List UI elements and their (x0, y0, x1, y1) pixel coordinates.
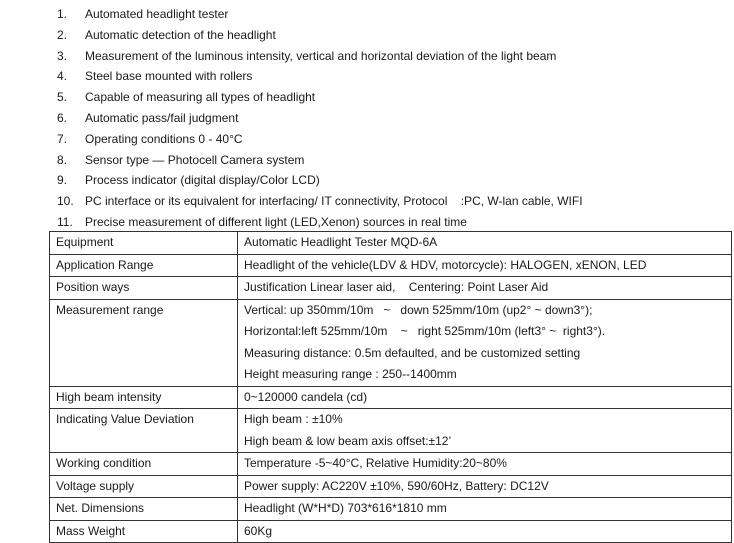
feature-text: Measurement of the luminous intensity, vertical and horizontal deviation of the light beam (85, 48, 557, 63)
feature-item (0, 25, 734, 46)
spec-value-line: Headlight of the vehicle(LDV & HDV, motorcycle): HALOGEN, xENON, LED (244, 257, 647, 272)
spec-label: Mass Weight (50, 520, 238, 543)
table-row (50, 475, 732, 498)
table-row (50, 232, 732, 255)
spec-value (238, 277, 732, 300)
feature-number: 1. (57, 7, 68, 21)
spec-value-line: Measuring distance: 0.5m defaulted, and be customized setting (244, 345, 581, 360)
feature-number: 7. (57, 131, 68, 146)
table-row (50, 453, 732, 476)
feature-number: 10. (57, 194, 74, 209)
feature-item (0, 46, 734, 67)
spec-label: Position ways (50, 277, 238, 300)
spec-value-line: Vertical: up 350mm/10m ~ down 525mm/10m (up2° ~ down3°); (244, 302, 593, 317)
spec-label: Measurement range (50, 299, 238, 386)
feature-item (0, 150, 734, 171)
feature-number: 4. (57, 69, 68, 84)
feature-text: Automatic detection of the headlight (85, 27, 276, 42)
feature-item (0, 4, 734, 25)
spec-value-line: Height measuring range : 250--1400mm (244, 367, 457, 381)
spec-value-line: High beam & low beam axis offset:±12’ (244, 433, 452, 448)
feature-text: PC interface or its equivalent for interfacing/ IT connectivity, Protocol :PC, W-lan cable, WIFI (85, 194, 583, 209)
feature-list (0, 4, 734, 233)
feature-text: Steel base mounted with rollers (85, 69, 253, 84)
feature-number: 8. (57, 152, 68, 167)
feature-item (0, 87, 734, 108)
feature-text: Sensor type — Photocell Camera system (85, 152, 305, 167)
feature-number: 2. (57, 27, 68, 42)
spec-label: Net. Dimensions (50, 498, 238, 521)
spec-table (49, 231, 732, 543)
feature-item (0, 170, 734, 191)
feature-number: 9. (57, 173, 68, 188)
feature-text: Operating conditions 0 - 40°C (85, 131, 243, 146)
feature-text: Precise measurement of different light (LED,Xenon) sources in real time (85, 214, 467, 229)
table-row (50, 386, 732, 409)
feature-text: Automatic pass/fail judgment (85, 110, 239, 125)
spec-label: Working condition (50, 453, 238, 476)
spec-label: Indicating Value Deviation (50, 409, 238, 453)
feature-item (0, 191, 734, 212)
table-row (50, 520, 732, 543)
feature-number: 11. (57, 214, 73, 229)
feature-item (0, 66, 734, 87)
table-row (50, 299, 732, 386)
feature-item (0, 108, 734, 129)
spec-value (238, 498, 732, 521)
feature-number: 5. (57, 90, 68, 105)
spec-label: Application Range (50, 254, 238, 277)
feature-item (0, 212, 734, 233)
spec-value-line: Power supply: AC220V ±10%, 590/60Hz, Battery: DC12V (244, 478, 549, 493)
spec-value (238, 299, 732, 386)
spec-value-line: 0~120000 candela (cd) (244, 389, 368, 404)
feature-item (0, 129, 734, 150)
spec-value (238, 386, 732, 409)
feature-text: Automated headlight tester (85, 7, 229, 21)
spec-label: Equipment (50, 232, 238, 255)
spec-value-line: Justification Linear laser aid, Centering: Point Laser Aid (244, 280, 549, 294)
spec-label: High beam intensity (50, 386, 238, 409)
spec-value (238, 453, 732, 476)
spec-value-line: Automatic Headlight Tester MQD-6A (244, 235, 438, 249)
table-row (50, 254, 732, 277)
spec-value (238, 475, 732, 498)
spec-value-line: Temperature -5~40°C, Relative Humidity:20~80% (244, 456, 507, 470)
feature-text: Capable of measuring all types of headlight (85, 90, 316, 105)
spec-value (238, 409, 732, 453)
feature-number: 3. (57, 48, 68, 63)
feature-number: 6. (57, 110, 68, 125)
spec-value (238, 520, 732, 543)
spec-value-line: High beam : ±10% (244, 412, 343, 426)
spec-value (238, 254, 732, 277)
spec-value-line: Headlight (W*H*D) 703*616*1810 mm (244, 501, 447, 515)
table-row (50, 277, 732, 300)
spec-value-line: Horizontal:left 525mm/10m ~ right 525mm/10m (left3° ~ right3°). (244, 324, 606, 338)
spec-label: Voltage supply (50, 475, 238, 498)
table-row (50, 409, 732, 453)
spec-value (238, 232, 732, 255)
spec-value-line: 60Kg (244, 523, 273, 538)
feature-text: Process indicator (digital display/Color LCD) (85, 173, 320, 188)
table-row (50, 498, 732, 521)
